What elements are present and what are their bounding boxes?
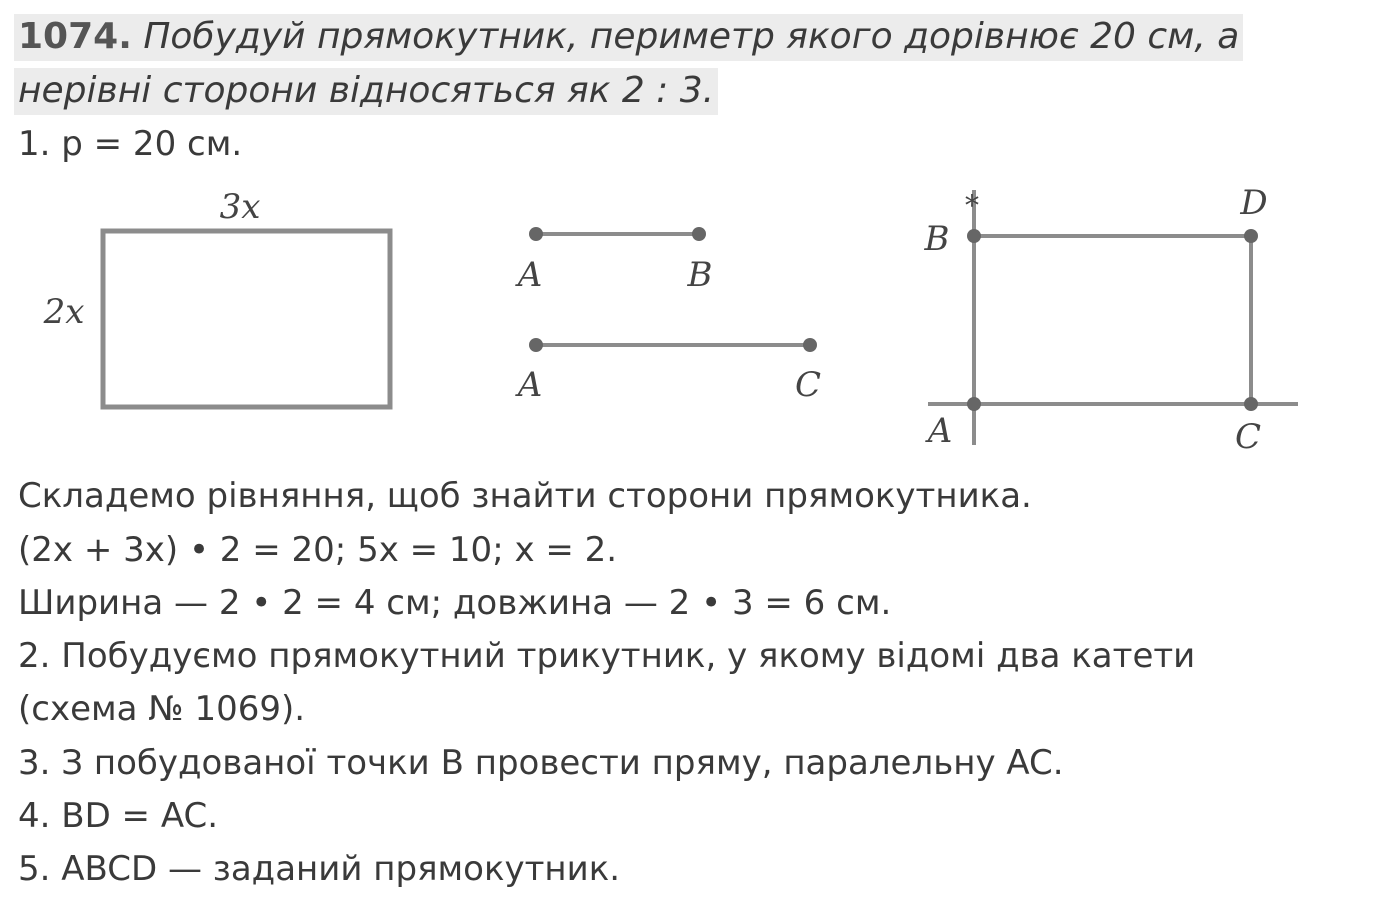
point-c-1 [803, 338, 817, 352]
solution-line-7: 4. BD = AC. [18, 796, 219, 836]
solution-line-1: Складемо рівняння, щоб знайти сторони прямокутника. [18, 476, 1032, 516]
construction-mark: * [965, 189, 979, 222]
segment-ac-end-label: C [794, 365, 822, 405]
task-number: 1074. [18, 16, 132, 57]
segment-ab-end-label: B [687, 255, 713, 295]
step-1-perimeter: 1. р = 20 см. [18, 124, 243, 164]
segment-ab-start-label: A [517, 255, 543, 295]
segment-ac-start-label: A [517, 365, 543, 405]
label-d: D [1240, 183, 1268, 223]
point-a-1 [529, 227, 543, 241]
solution-line-5: (схема № 1069). [18, 689, 306, 729]
ratio-rectangle [103, 231, 390, 407]
point-b-2 [967, 229, 981, 243]
point-d [1244, 229, 1258, 243]
point-a-3 [967, 397, 981, 411]
label-a: A [927, 411, 953, 451]
solution-line-6: 3. З побудованої точки B провести пряму, паралельну AC. [18, 743, 1064, 783]
rect-top-label: 3x [219, 187, 261, 227]
solution-line-4: 2. Побудуємо прямокутний трикутник, у якому відомі два катети [18, 636, 1196, 676]
point-b-1 [692, 227, 706, 241]
point-c-2 [1244, 397, 1258, 411]
solution-line-2: (2x + 3x) • 2 = 20; 5x = 10; x = 2. [18, 530, 618, 570]
point-a-2 [529, 338, 543, 352]
solution-line-3: Ширина — 2 • 2 = 4 см; довжина — 2 • 3 = 6 см. [18, 583, 892, 623]
solution-line-8: 5. ABCD — заданий прямокутник. [18, 849, 621, 889]
label-b: B [924, 219, 950, 259]
rect-left-label: 2x [43, 292, 85, 332]
label-c: C [1234, 417, 1262, 457]
task-text: Побудуй прямокутник, периметр якого дорівнює 20 см, а нерівні сторони відносяться як 2 : 3. [18, 16, 1240, 111]
